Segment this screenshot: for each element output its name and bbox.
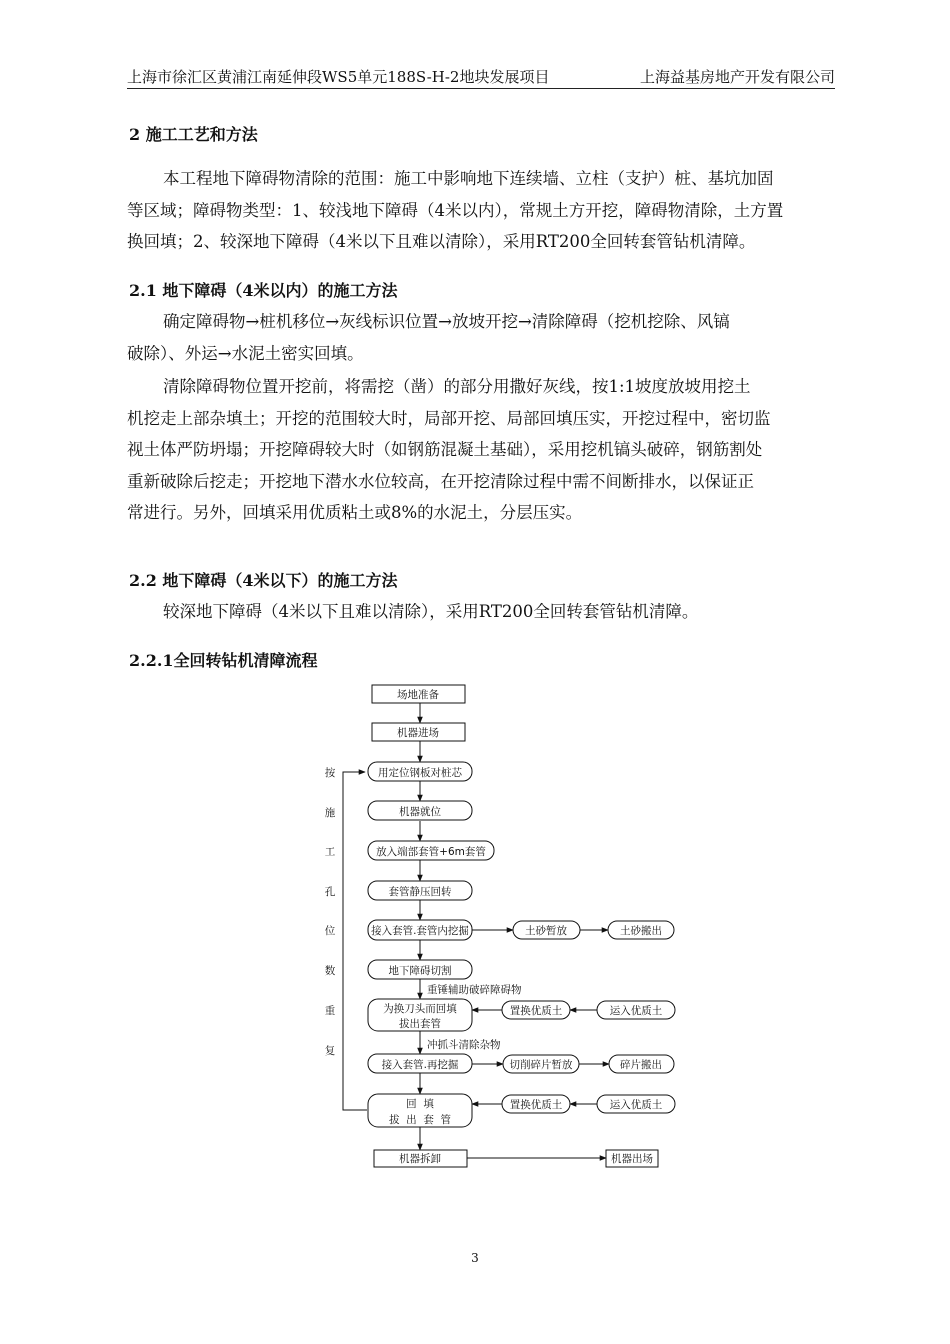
paragraph-line: 本工程地下障碍物清除的范围：施工中影响地下连续墙、立柱（支护）桩、基坑加固 (163, 169, 774, 188)
side-box-label: 置换优质土 (509, 1005, 563, 1017)
loop-label-char: 施 (324, 807, 336, 819)
loop-label-char: 复 (324, 1045, 336, 1057)
flow-note: 重锤辅助破碎障碍物 (427, 984, 522, 996)
side-box-label: 碎片搬出 (620, 1059, 662, 1071)
step-label: 场地准备 (397, 689, 439, 701)
section-2-2-heading: 2.2 地下障碍（4米以下）的施工方法 (129, 571, 398, 590)
paragraph-line: 视土体严防坍塌；开挖障碍较大时（如钢筋混凝土基础），采用挖机镐头破碎，钢筋割处 (127, 440, 763, 459)
header-project-title: 上海市徐汇区黄浦江南延伸段WS5单元188S-H-2地块发展项目 (127, 68, 550, 86)
paragraph-line: 较深地下障碍（4米以下且难以清除），采用RT200全回转套管钻机清障。 (163, 602, 699, 621)
step-label: 接入套管.再挖掘 (381, 1059, 459, 1071)
loop-label-char: 数 (324, 965, 336, 977)
side-box-label: 土砂搬出 (620, 925, 662, 937)
step-label: 为换刀头而回填 (383, 1003, 457, 1015)
section-2-heading: 2 施工工艺和方法 (129, 125, 258, 144)
side-box-label: 切削碎片暂放 (509, 1059, 573, 1071)
step-label: 拔 出 套 管 (388, 1114, 452, 1126)
side-box-label: 运入优质土 (609, 1005, 663, 1017)
step-label: 机器拆卸 (399, 1153, 441, 1165)
step-label: 机器进场 (397, 727, 439, 739)
loop-label (325, 766, 336, 1057)
paragraph-line: 等区域；障碍物类型：1、较浅地下障碍（4米以内），常规土方开挖，障碍物清除，土方置 (127, 200, 784, 220)
side-box-label: 土砂暂放 (525, 925, 567, 937)
paragraph-line: 重新破除后挖走；开挖地下潜水水位较高，在开挖清除过程中需不间断排水，以保证正 (127, 471, 754, 491)
step-label: 拔出套管 (399, 1018, 441, 1030)
paragraph-line: 破除）、外运→水泥土密实回填。 (127, 343, 364, 363)
paragraph-line: 常进行。另外，回填采用优质粘土或8%的水泥土，分层压实。 (127, 503, 583, 522)
loop-label-char: 重 (324, 1005, 336, 1017)
side-box-label: 置换优质土 (509, 1099, 563, 1111)
loop-label-char: 按 (324, 767, 336, 779)
step-label: 放入端部套管+6m套管 (376, 846, 486, 858)
step-label: 回 填 (406, 1098, 434, 1110)
step-label: 地下障碍切割 (388, 965, 452, 977)
loop-label-char: 孔 (324, 886, 336, 898)
paragraph-line: 机挖走上部杂填土；开挖的范围较大时，局部开挖、局部回填压实，开挖过程中，密切监 (127, 408, 771, 428)
page-number: 3 (471, 1251, 479, 1265)
header-company-name: 上海益基房地产开发有限公司 (639, 68, 835, 86)
loop-label-char: 工 (324, 846, 336, 858)
paragraph-line: 确定障碍物→桩机移位→灰线标识位置→放坡开挖→清除障碍（挖机挖除、风镐 (163, 312, 730, 331)
flow-note: 冲抓斗清除杂物 (427, 1039, 501, 1051)
loop-label-char: 位 (324, 925, 336, 937)
side-box-label: 运入优质土 (609, 1099, 663, 1111)
section-2-2-1-heading: 2.2.1全回转钻机清障流程 (129, 651, 318, 670)
flow-side-labels (510, 924, 663, 1165)
step-label: 接入套管.套管内挖掘 (371, 925, 469, 937)
paragraph-line: 清除障碍物位置开挖前，将需挖（凿）的部分用撒好灰线，按1:1坡度放坡用挖土 (163, 377, 751, 396)
section-2-1-heading: 2.1 地下障碍（4米以内）的施工方法 (129, 281, 398, 300)
step-label: 用定位钢板对桩芯 (378, 767, 462, 779)
step-label: 套管静压回转 (388, 886, 452, 898)
paragraph-line: 换回填；2、较深地下障碍（4米以下且难以清除），采用RT200全回转套管钻机清障。 (127, 232, 756, 251)
side-box-label: 机器出场 (611, 1153, 653, 1165)
step-label: 机器就位 (399, 806, 441, 818)
